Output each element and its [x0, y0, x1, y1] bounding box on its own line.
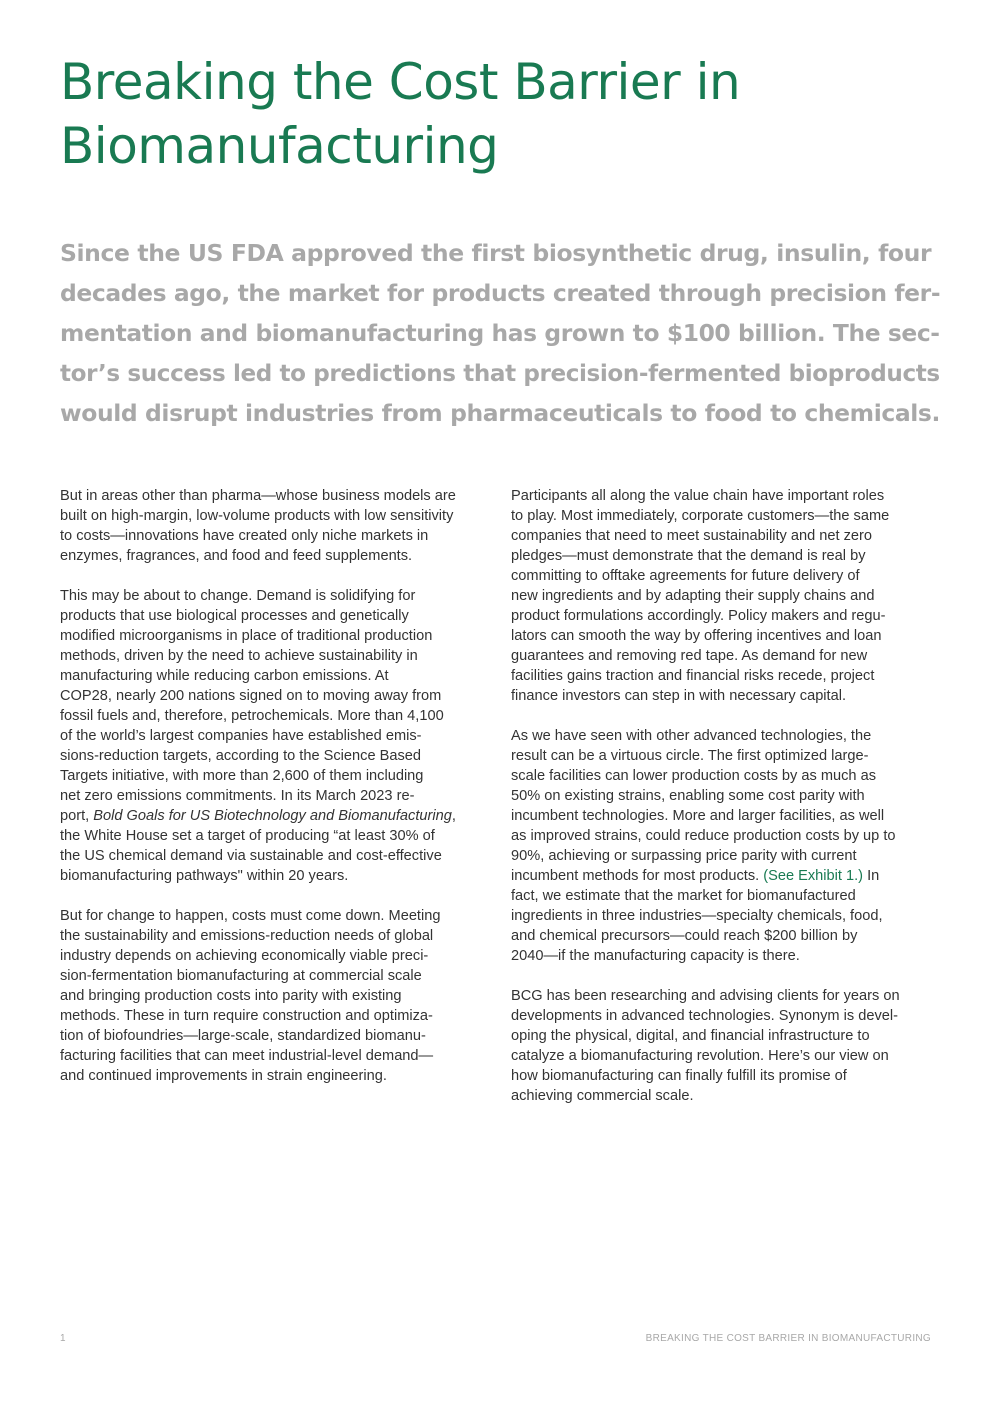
body-line: 50% on existing strains, enabling some cost parity with [511, 788, 865, 804]
link-suffix: In [863, 868, 880, 884]
body-line: But for change to happen, costs must come down. Meeting [60, 908, 441, 924]
body-line: committing to offtake agreements for future delivery of [511, 568, 860, 584]
body-line: lators can smooth the way by offering incentives and loan [511, 628, 882, 644]
body-line: Participants all along the value chain have important roles [511, 488, 885, 504]
body-line: biomanufacturing pathways" within 20 years. [60, 868, 349, 884]
body-line: ingredients in three industries—specialty chemicals, food, [511, 908, 883, 924]
lede-paragraph [60, 233, 940, 433]
body-line: finance investors can step in with necessary capital. [511, 688, 847, 704]
body-line: fossil fuels and, therefore, petrochemicals. More than 4,100 [60, 708, 444, 724]
body-line: of the world’s largest companies have established emis- [60, 728, 422, 744]
report-suffix: , [451, 808, 456, 824]
body-line: and chemical precursors—could reach $200 billion by [511, 928, 858, 944]
body-line: to costs—innovations have created only niche markets in [60, 528, 429, 544]
body-paragraph [511, 486, 941, 706]
body-line: COP28, nearly 200 nations signed on to moving away from [60, 688, 442, 704]
body-line: industry depends on achieving economically viable preci- [60, 948, 429, 964]
link-prefix: incumbent methods for most products. [511, 868, 764, 884]
body-line [60, 806, 490, 826]
body-line: scale facilities can lower production costs by as much as [511, 768, 877, 784]
page-number: 1 [60, 1333, 66, 1344]
body-line: the White House set a target of producing “at least 30% of [60, 828, 435, 844]
body-line: BCG has been researching and advising clients for years on [511, 988, 900, 1004]
body-line: result can be a virtuous circle. The first optimized large- [511, 748, 869, 764]
lede-line: mentation and biomanufacturing has grown to $100 billion. The sec- [60, 319, 940, 347]
body-line: sion-fermentation biomanufacturing at commercial scale [60, 968, 422, 984]
body-line: product formulations accordingly. Policy makers and regu- [511, 608, 886, 624]
body-line: built on high-margin, low-volume products with low sensitivity [60, 508, 454, 524]
running-title: BREAKING THE COST BARRIER IN BIOMANUFACTURING [645, 1333, 931, 1344]
body-line: as improved strains, could reduce production costs by up to [511, 828, 896, 844]
lede-line: tor’s success led to predictions that precision-fermented bioproducts [60, 359, 940, 387]
body-line: to play. Most immediately, corporate customers—the same [511, 508, 890, 524]
body-paragraph [60, 586, 490, 886]
body-paragraph [60, 486, 490, 566]
body-line: methods. These in turn require construction and optimiza- [60, 1008, 433, 1024]
body-line: products that use biological processes and genetically [60, 608, 409, 624]
body-line: incumbent technologies. More and larger facilities, as well [511, 808, 885, 824]
body-line: tion of biofoundries—large-scale, standardized biomanu- [60, 1028, 426, 1044]
body-line: pledges—must demonstrate that the demand is real by [511, 548, 866, 564]
lede-line: would disrupt industries from pharmaceuticals to food to chemicals. [60, 399, 940, 427]
body-line: the sustainability and emissions-reduction needs of global [60, 928, 434, 944]
body-line: guarantees and removing red tape. As demand for new [511, 648, 868, 664]
body-line: modified microorganisms in place of traditional production [60, 628, 433, 644]
body-paragraph [511, 986, 941, 1106]
body-line: catalyze a biomanufacturing revolution. Here’s our view on [511, 1048, 889, 1064]
body-line [511, 866, 941, 886]
body-paragraph [511, 726, 941, 966]
body-line: As we have seen with other advanced technologies, the [511, 728, 872, 744]
body-line: facturing facilities that can meet industrial-level demand— [60, 1048, 434, 1064]
title-line: Biomanufacturing [60, 117, 499, 175]
body-paragraph [60, 906, 490, 1086]
lede-line: decades ago, the market for products created through precision fer- [60, 279, 941, 307]
body-line: Targets initiative, with more than 2,600 of them including [60, 768, 424, 784]
body-line: facilities gains traction and financial risks recede, project [511, 668, 875, 684]
body-line: manufacturing while reducing carbon emissions. At [60, 668, 389, 684]
body-line: methods, driven by the need to achieve sustainability in [60, 648, 418, 664]
body-line: But in areas other than pharma—whose business models are [60, 488, 456, 504]
body-line: enzymes, fragrances, and food and feed supplements. [60, 548, 413, 564]
left-column [60, 486, 490, 1106]
body-line: 2040—if the manufacturing capacity is there. [511, 948, 800, 964]
body-line: sions-reduction targets, according to the Science Based [60, 748, 421, 764]
page-title [60, 50, 940, 178]
body-line: how biomanufacturing can finally fulfill its promise of [511, 1068, 847, 1084]
report-prefix: port, [60, 808, 94, 824]
body-line: and bringing production costs into parity with existing [60, 988, 402, 1004]
body-line: This may be about to change. Demand is solidifying for [60, 588, 416, 604]
body-line: 90%, achieving or surpassing price parity with current [511, 848, 857, 864]
exhibit-link[interactable]: (See Exhibit 1.) [763, 868, 864, 884]
report-title: Bold Goals for US Biotechnology and Biomanufacturing [93, 808, 452, 824]
body-line: net zero emissions commitments. In its March 2023 re- [60, 788, 415, 804]
body-line: companies that need to meet sustainability and net zero [511, 528, 873, 544]
body-line: achieving commercial scale. [511, 1088, 694, 1104]
title-line: Breaking the Cost Barrier in [60, 53, 741, 111]
body-line: the US chemical demand via sustainable and cost-effective [60, 848, 442, 864]
body-line: fact, we estimate that the market for biomanufactured [511, 888, 856, 904]
right-column [511, 486, 941, 1126]
lede-line: Since the US FDA approved the first biosynthetic drug, insulin, four [60, 239, 932, 267]
body-line: oping the physical, digital, and financial infrastructure to [511, 1028, 870, 1044]
body-line: new ingredients and by adapting their supply chains and [511, 588, 875, 604]
body-line: and continued improvements in strain engineering. [60, 1068, 387, 1084]
body-line: developments in advanced technologies. Synonym is devel- [511, 1008, 898, 1024]
